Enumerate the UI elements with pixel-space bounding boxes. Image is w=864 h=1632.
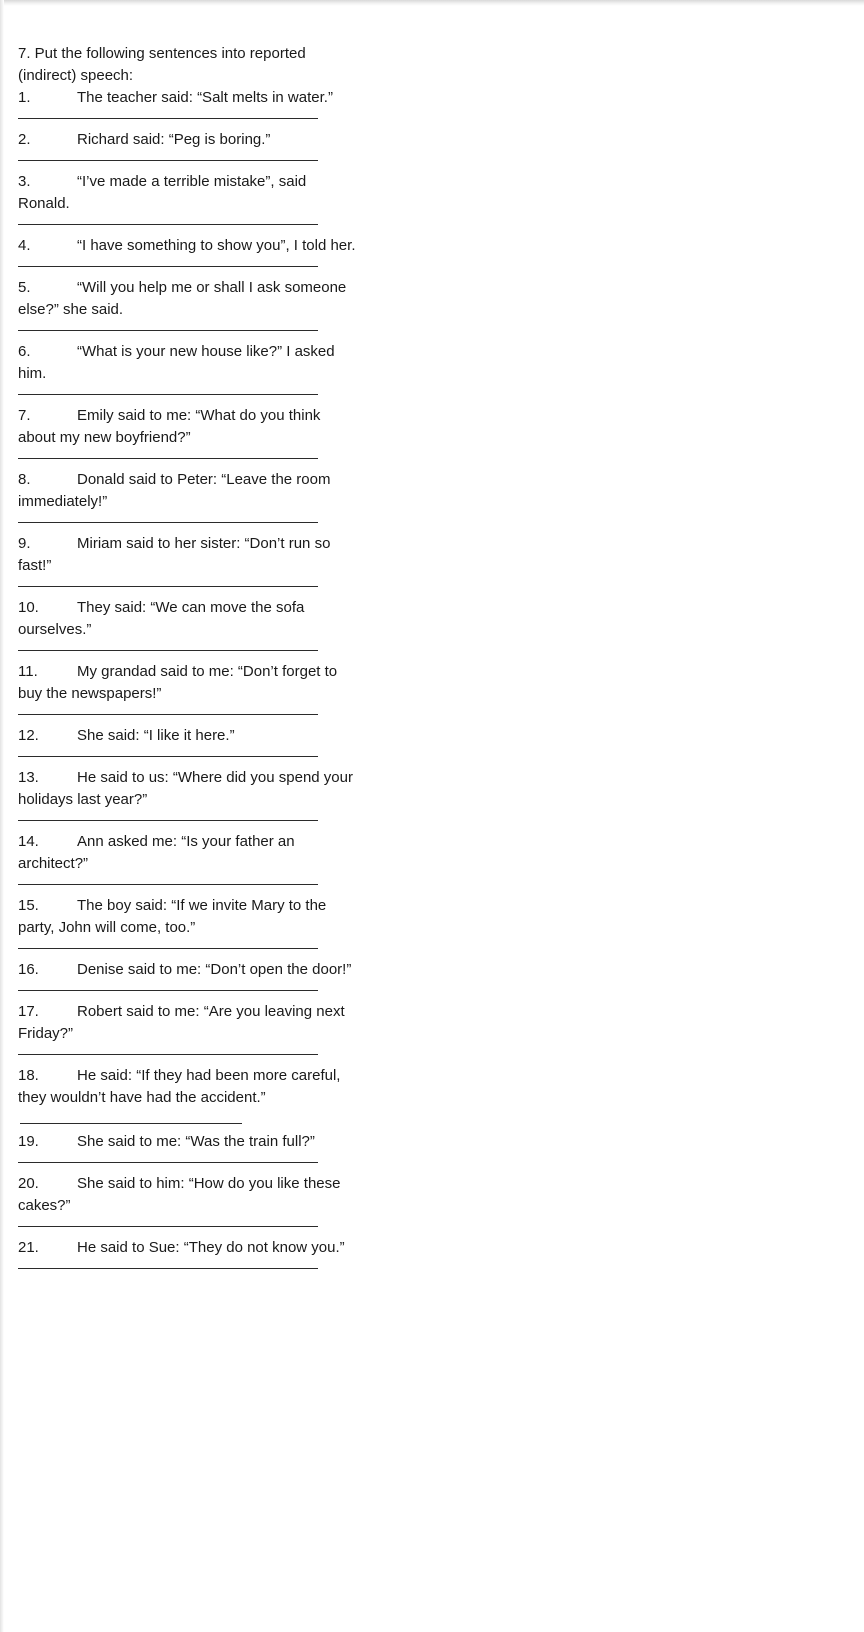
- exercise-item-17: [18, 1001, 358, 1045]
- item-text: “I have something to show you”, I told her.: [77, 237, 356, 254]
- item-number: 14.: [18, 833, 39, 850]
- exercise-item-13: [18, 767, 358, 811]
- exercise-item-2: [18, 129, 358, 151]
- worksheet: [18, 43, 358, 1279]
- page-top-shadow: [0, 0, 864, 6]
- exercise-item-8: [18, 469, 358, 513]
- exercise-item-1: [18, 87, 358, 109]
- answer-line-8[interactable]: [18, 522, 318, 523]
- item-text: He said: “If they had been more careful, they wouldn’t have had the accident.”: [18, 1067, 341, 1106]
- item-text: My grandad said to me: “Don’t forget to buy the newspapers!”: [18, 663, 338, 702]
- item-number: 2.: [18, 131, 31, 148]
- item-text: He said to us: “Where did you spend your holidays last year?”: [18, 769, 353, 808]
- exercise-item-16: [18, 959, 358, 981]
- item-number: 13.: [18, 769, 39, 786]
- exercise-heading: 7. Put the following sentences into reported (indirect) speech:: [18, 45, 306, 84]
- item-text: She said: “I like it here.”: [77, 727, 235, 744]
- item-number: 7.: [18, 407, 31, 424]
- item-number: 6.: [18, 343, 31, 360]
- answer-line-2[interactable]: [18, 160, 318, 161]
- exercise-item-19: [18, 1131, 358, 1153]
- exercise-item-20: [18, 1173, 358, 1217]
- exercise-item-5: [18, 277, 358, 321]
- exercise-item-18: [18, 1065, 358, 1131]
- answer-line-13[interactable]: [18, 820, 318, 821]
- exercise-item-21: [18, 1237, 358, 1259]
- answer-line-3[interactable]: [18, 224, 318, 225]
- item-number: 21.: [18, 1239, 39, 1256]
- answer-line-21[interactable]: [18, 1268, 318, 1269]
- exercise-item-7: [18, 405, 358, 449]
- item-number: 11.: [18, 663, 38, 680]
- answer-line-4[interactable]: [18, 266, 318, 267]
- item-text: Robert said to me: “Are you leaving next Friday?”: [18, 1003, 345, 1042]
- item-text: Miriam said to her sister: “Don’t run so fast!”: [18, 535, 331, 574]
- answer-line-9[interactable]: [18, 586, 318, 587]
- item-text: Donald said to Peter: “Leave the room immediately!”: [18, 471, 331, 510]
- answer-line-12[interactable]: [18, 756, 318, 757]
- item-number: 9.: [18, 535, 31, 552]
- answer-line-1[interactable]: [18, 118, 318, 119]
- exercise-item-15: [18, 895, 358, 939]
- answer-line-14[interactable]: [18, 884, 318, 885]
- answer-line-6[interactable]: [18, 394, 318, 395]
- item-number: 16.: [18, 961, 39, 978]
- exercise-item-3: [18, 171, 358, 215]
- item-number: 5.: [18, 279, 31, 296]
- item-text: “I’ve made a terrible mistake”, said Ronald.: [18, 173, 307, 212]
- answer-line-10[interactable]: [18, 650, 318, 651]
- item-number: 17.: [18, 1003, 39, 1020]
- item-text: Denise said to me: “Don’t open the door!”: [77, 961, 352, 978]
- item-number: 10.: [18, 599, 39, 616]
- item-text: She said to him: “How do you like these cakes?”: [18, 1175, 341, 1214]
- item-text: Emily said to me: “What do you think about my new boyfriend?”: [18, 407, 321, 446]
- exercise-item-6: [18, 341, 358, 385]
- answer-line-17[interactable]: [18, 1054, 318, 1055]
- item-number: 8.: [18, 471, 31, 488]
- answer-line-11[interactable]: [18, 714, 318, 715]
- item-number: 3.: [18, 173, 31, 190]
- answer-line-5[interactable]: [18, 330, 318, 331]
- exercise-item-11: [18, 661, 358, 705]
- answer-line-20[interactable]: [18, 1226, 318, 1227]
- item-number: 20.: [18, 1175, 39, 1192]
- item-number: 19.: [18, 1133, 39, 1150]
- item-text: The teacher said: “Salt melts in water.”: [77, 89, 333, 106]
- item-number: 12.: [18, 727, 39, 744]
- answer-line-19[interactable]: [18, 1162, 318, 1163]
- item-text: “Will you help me or shall I ask someone else?” she said.: [18, 279, 347, 318]
- item-text: Ann asked me: “Is your father an architect?”: [18, 833, 295, 872]
- answer-line-15[interactable]: [18, 948, 318, 949]
- item-text: They said: “We can move the sofa ourselves.”: [18, 599, 305, 638]
- exercise-item-14: [18, 831, 358, 875]
- answer-line-7[interactable]: [18, 458, 318, 459]
- item-text: She said to me: “Was the train full?”: [77, 1133, 315, 1150]
- answer-line-18[interactable]: [20, 1109, 242, 1124]
- exercise-item-10: [18, 597, 358, 641]
- item-number: 15.: [18, 897, 39, 914]
- item-number: 1.: [18, 89, 31, 106]
- item-text: He said to Sue: “They do not know you.”: [77, 1239, 345, 1256]
- exercise-item-9: [18, 533, 358, 577]
- item-text: “What is your new house like?” I asked him.: [18, 343, 335, 382]
- answer-line-16[interactable]: [18, 990, 318, 991]
- item-number: 4.: [18, 237, 31, 254]
- exercise-item-4: [18, 235, 358, 257]
- exercise-item-12: [18, 725, 358, 747]
- page-left-shadow: [0, 0, 4, 1632]
- item-text: The boy said: “If we invite Mary to the party, John will come, too.”: [18, 897, 327, 936]
- item-number: 18.: [18, 1067, 39, 1084]
- item-text: Richard said: “Peg is boring.”: [77, 131, 271, 148]
